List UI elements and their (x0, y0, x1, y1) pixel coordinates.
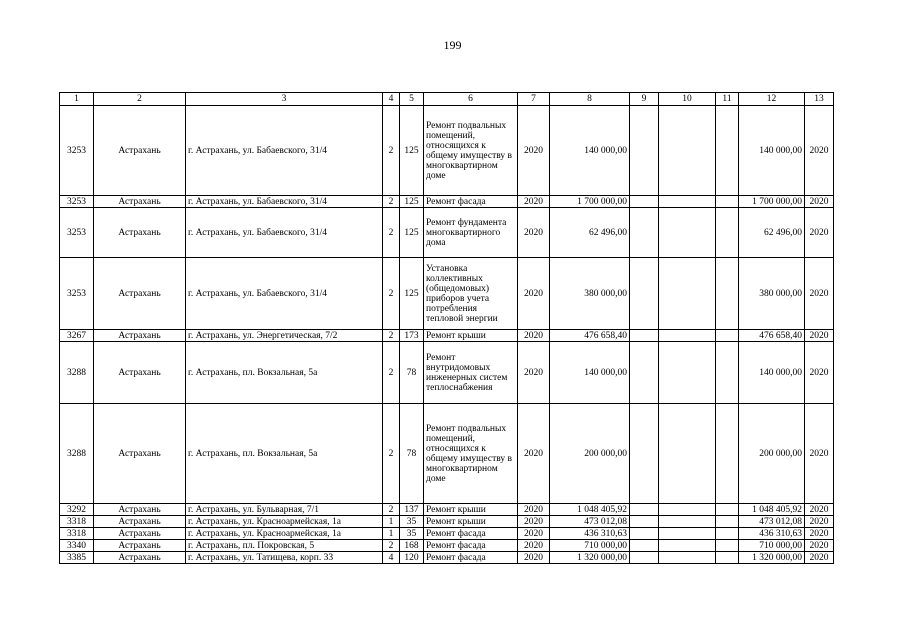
cell-c10 (659, 106, 716, 196)
cell-c10 (659, 516, 716, 528)
cell-c4: 2 (383, 196, 400, 208)
cell-c4: 2 (383, 208, 400, 258)
cell-year: 2020 (518, 528, 550, 540)
cell-c9 (630, 528, 659, 540)
cell-c9 (630, 258, 659, 330)
cell-total: 710 000,00 (739, 540, 805, 552)
cell-c13: 2020 (805, 342, 834, 404)
cell-c13: 2020 (805, 528, 834, 540)
cell-c10 (659, 258, 716, 330)
cell-c9 (630, 504, 659, 516)
cell-work: Ремонт фасада (424, 196, 518, 208)
cell-city: Астрахань (94, 516, 186, 528)
cell-year: 2020 (518, 404, 550, 504)
cell-c11 (716, 404, 739, 504)
cell-c5: 125 (400, 258, 424, 330)
table-row (60, 404, 834, 504)
cell-total: 140 000,00 (739, 342, 805, 404)
column-header: 13 (805, 93, 834, 106)
cell-address: г. Астрахань, пл. Вокзальная, 5а (186, 404, 383, 504)
cell-year: 2020 (518, 540, 550, 552)
cell-c5: 125 (400, 106, 424, 196)
cell-total: 1 320 000,00 (739, 552, 805, 564)
cell-c10 (659, 504, 716, 516)
cell-c13: 2020 (805, 208, 834, 258)
cell-year: 2020 (518, 258, 550, 330)
cell-c10 (659, 552, 716, 564)
cell-city: Астрахань (94, 504, 186, 516)
cell-address: г. Астрахань, ул. Бабаевского, 31/4 (186, 106, 383, 196)
cell-address: г. Астрахань, ул. Бабаевского, 31/4 (186, 196, 383, 208)
column-header: 9 (630, 93, 659, 106)
cell-total: 473 012,08 (739, 516, 805, 528)
table-row (60, 106, 834, 196)
cell-total: 140 000,00 (739, 106, 805, 196)
cell-c5: 120 (400, 552, 424, 564)
cell-c11 (716, 196, 739, 208)
cell-id: 3318 (60, 516, 94, 528)
column-header: 10 (659, 93, 716, 106)
cell-id: 3253 (60, 258, 94, 330)
cell-c13: 2020 (805, 330, 834, 342)
cell-work: Ремонт фасада (424, 528, 518, 540)
cell-total: 380 000,00 (739, 258, 805, 330)
cell-c9 (630, 540, 659, 552)
column-header: 3 (186, 93, 383, 106)
cell-c11 (716, 540, 739, 552)
cell-c4: 2 (383, 106, 400, 196)
cell-city: Астрахань (94, 552, 186, 564)
cell-address: г. Астрахань, ул. Бабаевского, 31/4 (186, 258, 383, 330)
cell-c11 (716, 258, 739, 330)
cell-work: Ремонт фундамента многоквартирного дома (424, 208, 518, 258)
cell-cost: 1 320 000,00 (550, 552, 630, 564)
cell-address: г. Астрахань, ул. Бабаевского, 31/4 (186, 208, 383, 258)
cell-c4: 2 (383, 342, 400, 404)
cell-c9 (630, 404, 659, 504)
column-header: 4 (383, 93, 400, 106)
cell-c5: 168 (400, 540, 424, 552)
cell-work: Ремонт крыши (424, 516, 518, 528)
cell-c13: 2020 (805, 106, 834, 196)
table-row (60, 342, 834, 404)
cell-year: 2020 (518, 106, 550, 196)
cell-id: 3340 (60, 540, 94, 552)
cell-c4: 1 (383, 528, 400, 540)
cell-id: 3253 (60, 208, 94, 258)
cell-address: г. Астрахань, ул. Энергетическая, 7/2 (186, 330, 383, 342)
cell-work: Ремонт фасада (424, 540, 518, 552)
cell-city: Астрахань (94, 330, 186, 342)
cell-work: Ремонт внутридомовых инженерных систем теплоснабжения (424, 342, 518, 404)
cell-city: Астрахань (94, 196, 186, 208)
table-row (60, 258, 834, 330)
table-row (60, 330, 834, 342)
cell-c9 (630, 106, 659, 196)
cell-cost: 1 048 405,92 (550, 504, 630, 516)
cell-year: 2020 (518, 330, 550, 342)
cell-address: г. Астрахань, пл. Покровская, 5 (186, 540, 383, 552)
column-header: 11 (716, 93, 739, 106)
table-row (60, 196, 834, 208)
cell-c11 (716, 106, 739, 196)
column-header: 6 (424, 93, 518, 106)
cell-city: Астрахань (94, 540, 186, 552)
cell-c9 (630, 552, 659, 564)
cell-id: 3253 (60, 196, 94, 208)
cell-year: 2020 (518, 504, 550, 516)
register-table (59, 92, 834, 564)
column-header: 12 (739, 93, 805, 106)
cell-c9 (630, 208, 659, 258)
cell-cost: 436 310,63 (550, 528, 630, 540)
cell-total: 200 000,00 (739, 404, 805, 504)
cell-city: Астрахань (94, 342, 186, 404)
cell-id: 3288 (60, 342, 94, 404)
cell-year: 2020 (518, 196, 550, 208)
cell-total: 62 496,00 (739, 208, 805, 258)
cell-c13: 2020 (805, 552, 834, 564)
cell-cost: 476 658,40 (550, 330, 630, 342)
cell-c4: 2 (383, 404, 400, 504)
table-row (60, 516, 834, 528)
cell-c10 (659, 528, 716, 540)
cell-address: г. Астрахань, ул. Бульварная, 7/1 (186, 504, 383, 516)
cell-total: 436 310,63 (739, 528, 805, 540)
cell-c9 (630, 516, 659, 528)
cell-total: 476 658,40 (739, 330, 805, 342)
cell-c10 (659, 540, 716, 552)
cell-c5: 125 (400, 208, 424, 258)
cell-c4: 2 (383, 258, 400, 330)
cell-cost: 710 000,00 (550, 540, 630, 552)
cell-cost: 1 700 000,00 (550, 196, 630, 208)
cell-year: 2020 (518, 342, 550, 404)
cell-c11 (716, 528, 739, 540)
cell-id: 3385 (60, 552, 94, 564)
cell-c4: 1 (383, 516, 400, 528)
cell-address: г. Астрахань, ул. Красноармейская, 1а (186, 528, 383, 540)
cell-work: Ремонт фасада (424, 552, 518, 564)
cell-c5: 35 (400, 528, 424, 540)
cell-work: Ремонт крыши (424, 504, 518, 516)
cell-work: Ремонт подвальных помещений, относящихся к общему имуществу в многоквартирном доме (424, 404, 518, 504)
cell-c10 (659, 208, 716, 258)
cell-city: Астрахань (94, 404, 186, 504)
cell-c13: 2020 (805, 196, 834, 208)
cell-work: Ремонт крыши (424, 330, 518, 342)
cell-work: Установка коллективных (общедомовых) приборов учета потребления тепловой энергии (424, 258, 518, 330)
cell-work: Ремонт подвальных помещений, относящихся к общему имуществу в многоквартирном доме (424, 106, 518, 196)
cell-c5: 78 (400, 342, 424, 404)
cell-c10 (659, 404, 716, 504)
cell-c13: 2020 (805, 540, 834, 552)
cell-id: 3318 (60, 528, 94, 540)
cell-cost: 62 496,00 (550, 208, 630, 258)
cell-id: 3288 (60, 404, 94, 504)
cell-c13: 2020 (805, 404, 834, 504)
page-number: 199 (443, 38, 462, 52)
column-number-row (60, 93, 834, 106)
cell-c9 (630, 196, 659, 208)
cell-year: 2020 (518, 208, 550, 258)
cell-c11 (716, 208, 739, 258)
cell-cost: 200 000,00 (550, 404, 630, 504)
cell-id: 3292 (60, 504, 94, 516)
cell-c10 (659, 196, 716, 208)
cell-address: г. Астрахань, ул. Татищева, корп. 33 (186, 552, 383, 564)
cell-year: 2020 (518, 552, 550, 564)
table-row (60, 540, 834, 552)
cell-id: 3267 (60, 330, 94, 342)
cell-c11 (716, 504, 739, 516)
cell-city: Астрахань (94, 258, 186, 330)
cell-c11 (716, 552, 739, 564)
cell-city: Астрахань (94, 208, 186, 258)
column-header: 7 (518, 93, 550, 106)
cell-c11 (716, 342, 739, 404)
cell-c5: 125 (400, 196, 424, 208)
cell-c5: 78 (400, 404, 424, 504)
cell-c5: 173 (400, 330, 424, 342)
cell-cost: 140 000,00 (550, 342, 630, 404)
cell-id: 3253 (60, 106, 94, 196)
table-row (60, 552, 834, 564)
cell-c9 (630, 330, 659, 342)
cell-cost: 380 000,00 (550, 258, 630, 330)
cell-cost: 473 012,08 (550, 516, 630, 528)
cell-c10 (659, 330, 716, 342)
table-row (60, 504, 834, 516)
column-header: 5 (400, 93, 424, 106)
column-header: 8 (550, 93, 630, 106)
cell-city: Астрахань (94, 528, 186, 540)
cell-c13: 2020 (805, 516, 834, 528)
cell-c11 (716, 516, 739, 528)
cell-c11 (716, 330, 739, 342)
cell-year: 2020 (518, 516, 550, 528)
cell-address: г. Астрахань, пл. Вокзальная, 5а (186, 342, 383, 404)
cell-c13: 2020 (805, 258, 834, 330)
cell-address: г. Астрахань, ул. Красноармейская, 1а (186, 516, 383, 528)
cell-total: 1 700 000,00 (739, 196, 805, 208)
column-header: 2 (94, 93, 186, 106)
cell-c10 (659, 342, 716, 404)
cell-c4: 2 (383, 330, 400, 342)
table-row (60, 528, 834, 540)
cell-c9 (630, 342, 659, 404)
cell-c13: 2020 (805, 504, 834, 516)
cell-c5: 137 (400, 504, 424, 516)
cell-total: 1 048 405,92 (739, 504, 805, 516)
table-row (60, 208, 834, 258)
column-header: 1 (60, 93, 94, 106)
cell-c4: 2 (383, 540, 400, 552)
cell-cost: 140 000,00 (550, 106, 630, 196)
cell-c5: 35 (400, 516, 424, 528)
cell-city: Астрахань (94, 106, 186, 196)
cell-c4: 4 (383, 552, 400, 564)
cell-c4: 2 (383, 504, 400, 516)
